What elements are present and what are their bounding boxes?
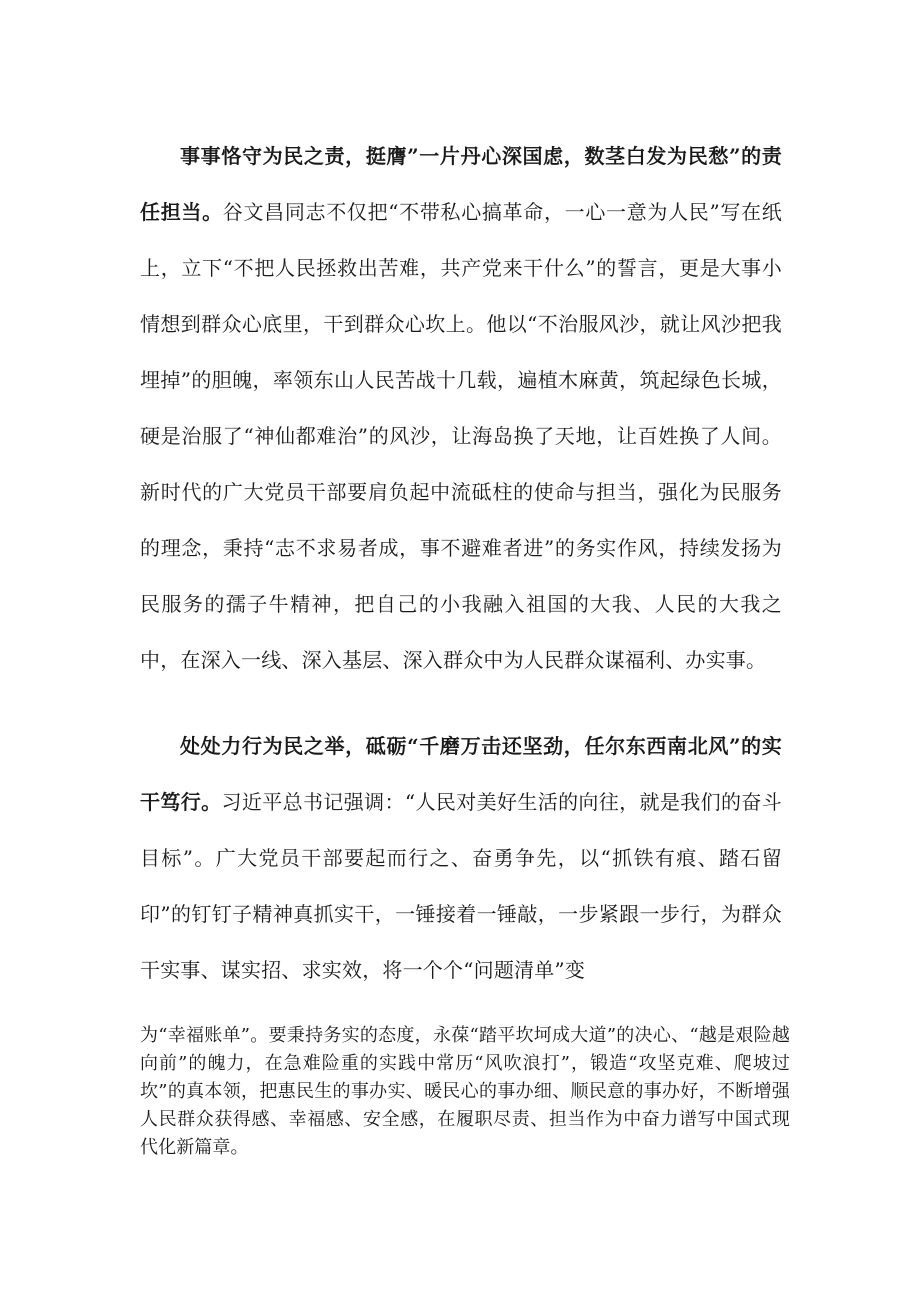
paragraph-continuation: 为“幸福账单”。要秉持务实的态度，永葆“踏平坎坷成大道”的决心、“越是艰险越向前”的魄力，在急难险重的实践中常历“风吹浪打”，锻造“攻坚克难、爬坡过坎”的真本领，把惠民生的事办实、暖民心的事办细、顺民意的事办好，不断增强人民群众获得感、幸福感、安全感，在履职尽责、担当作为中奋力谱写中国式现代化新篇章。 <box>140 1025 790 1158</box>
paragraph-body: 谷文昌同志不仅把“不带私心搞革命，一心一意为人民”写在纸上，立下“不把人民拯救出苦难，共产党来干什么”的誓言，更是大事小情想到群众心底里，干到群众心坎上。他以“不治服风沙，就让风沙把我埋掉”的胆魄，率领东山人民苦战十几载，遍植木麻黄，筑起绿色长城，硬是治服了“神仙都难治”的风沙，让海岛换了天地，让百姓换了人间。新时代的广大党员干部要肩负起中流砥柱的使命与担当，强化为民服务的理念，秉持“志不求易者成，事不避难者进”的务实作风，持续发扬为民服务的孺子牛精神，把自己的小我融入祖国的大我、人民的大我之中，在深入一线、深入基层、深入群众中为人民群众谋福利、办实事。 <box>140 200 782 672</box>
paragraph-action <box>140 718 782 998</box>
paragraph-lead: 处处力行为民之举，砥砺“千磨万击还坚劲，任尔东西南北风”的实干笃行。 <box>140 734 782 814</box>
paragraph-responsibility <box>140 128 782 688</box>
paragraph-body: 习近平总书记强调：“人民对美好生活的向往，就是我们的奋斗目标”。广大党员干部要起而行之、奋勇争先，以“抓铁有痕、踏石留印”的钉钉子精神真抓实干，一锤接着一锤敲，一步紧跟一步行，为群众干实事、谋实招、求实效，将一个个“问题清单”变 <box>140 790 782 982</box>
paragraph-lead: 事事恪守为民之责，挺膺”一片丹心深国虑，数茎白发为民愁”的责任担当。 <box>140 144 782 224</box>
